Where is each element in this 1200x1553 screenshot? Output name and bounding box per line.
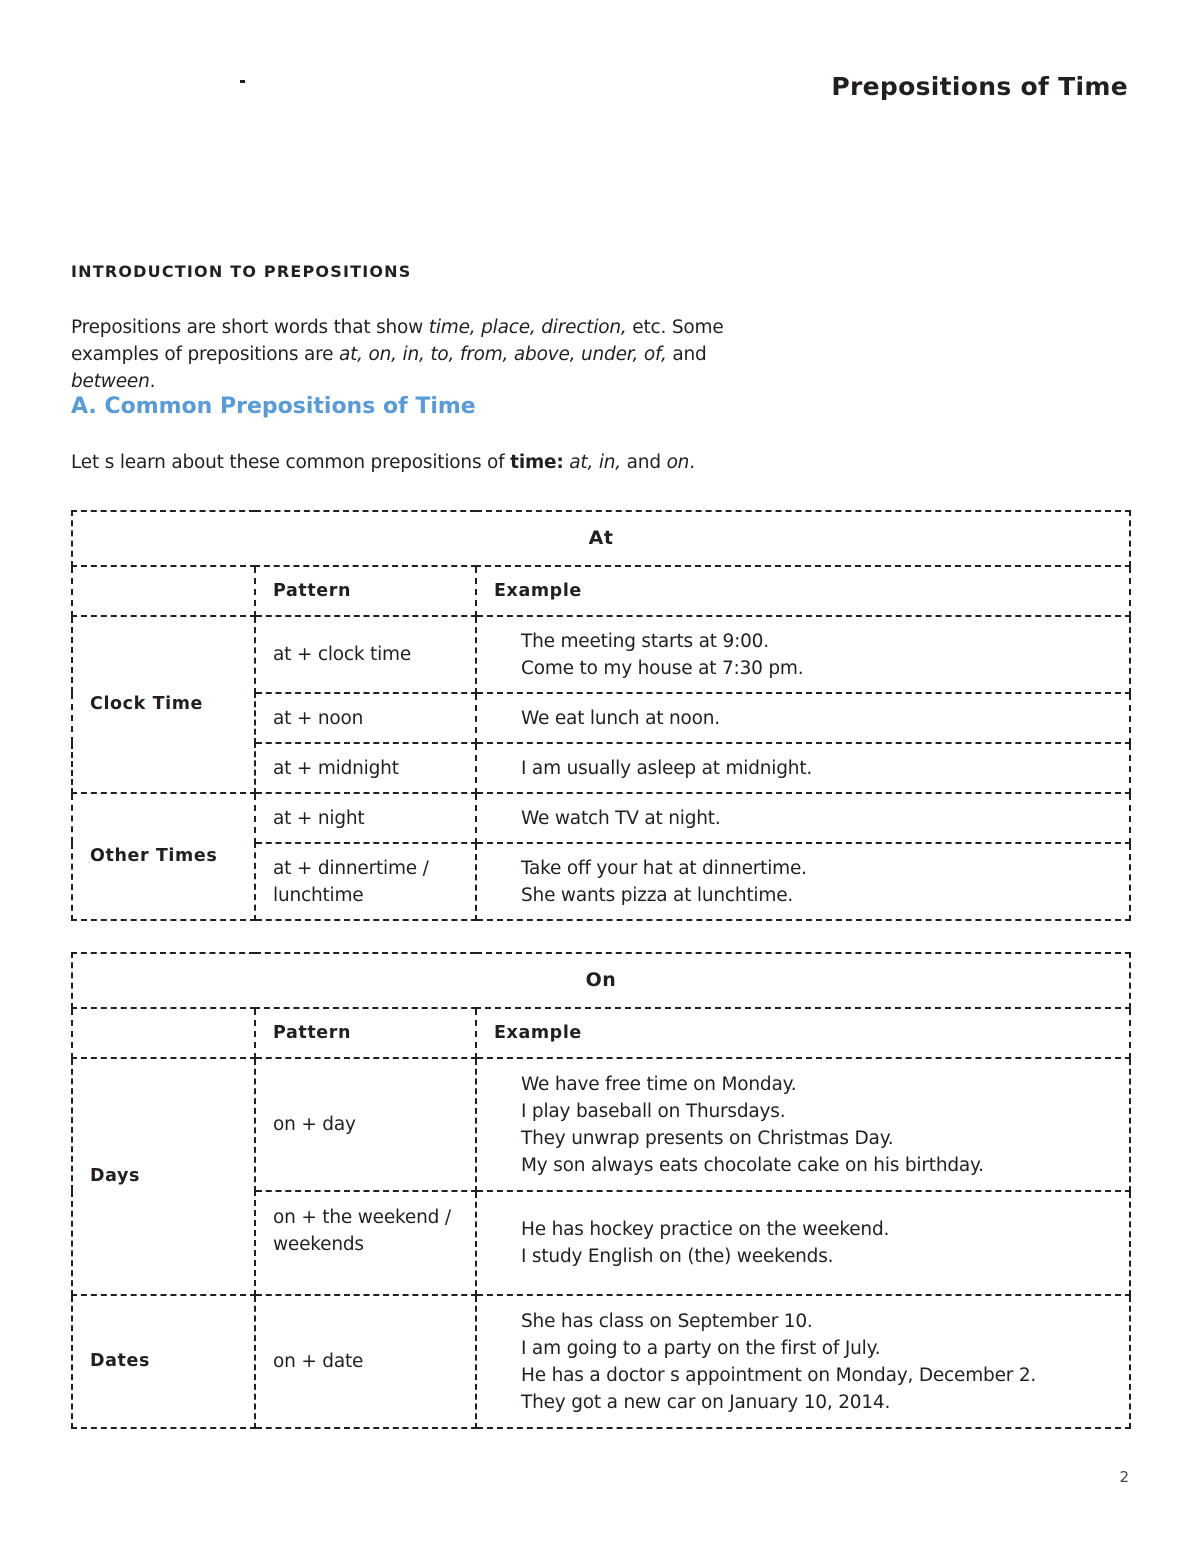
- cell-text-line: He has a doctor s appointment on Monday, December 2.: [521, 1364, 1037, 1386]
- cell-text-line: lunchtime: [273, 884, 364, 906]
- header-pattern: Pattern: [255, 1008, 476, 1058]
- cell-text-line: I study English on (the) weekends.: [521, 1246, 834, 1267]
- header-empty: [72, 1008, 255, 1058]
- header-empty: [72, 566, 255, 616]
- example-cell: [476, 793, 1130, 843]
- cell-text-line: weekends: [273, 1234, 364, 1255]
- intro-text: and: [666, 344, 707, 365]
- pattern-cell: [255, 793, 476, 843]
- page-title: Prepositions of Time: [831, 72, 1128, 101]
- cell-text-line: They unwrap presents on Christmas Day.: [521, 1127, 894, 1149]
- lead-text: Let s learn about these common prepositions of: [71, 452, 511, 473]
- table-row: [72, 1295, 1130, 1428]
- example-cell: [476, 743, 1130, 793]
- intro-text: Prepositions are short words that show: [71, 317, 429, 338]
- pattern-cell: [255, 616, 476, 693]
- category-cell: Days: [72, 1058, 255, 1295]
- page-number: 2: [1119, 1468, 1129, 1486]
- pattern-cell: [255, 1295, 476, 1428]
- lead-text: and: [620, 452, 667, 473]
- cell-text-line: He has hockey practice on the weekend.: [521, 1219, 890, 1240]
- cell-text-line: at + night: [273, 807, 365, 829]
- table-title: On: [72, 953, 1130, 1008]
- intro-italic: time, place, direction,: [428, 317, 627, 338]
- cell-text-line: They got a new car on January 10, 2014.: [521, 1391, 891, 1413]
- intro-text: examples of prepositions are: [71, 344, 339, 365]
- section-a-heading: A. Common Prepositions of Time: [71, 394, 476, 419]
- pattern-cell: [255, 743, 476, 793]
- example-cell: [476, 1058, 1130, 1191]
- cell-text-line: We eat lunch at noon.: [521, 707, 720, 729]
- table-row: [72, 616, 1130, 693]
- pattern-cell: [255, 1058, 476, 1191]
- header-pattern: Pattern: [255, 566, 476, 616]
- pattern-cell: [255, 693, 476, 743]
- cell-text-line: on + the weekend /: [273, 1207, 451, 1228]
- cell-text-line: She wants pizza at lunchtime.: [521, 884, 794, 906]
- cell-text-line: My son always eats chocolate cake on his birthday.: [521, 1154, 984, 1176]
- example-cell: [476, 843, 1130, 920]
- pattern-cell: [255, 1191, 476, 1295]
- category-cell: Dates: [72, 1295, 255, 1428]
- cell-text-line: We watch TV at night.: [521, 807, 721, 829]
- section-a-lead: [71, 452, 695, 473]
- cell-text-line: She has class on September 10.: [521, 1310, 813, 1332]
- header-example: Example: [476, 1008, 1130, 1058]
- table-title: At: [72, 511, 1130, 566]
- cell-text-line: at + midnight: [273, 757, 399, 779]
- example-cell: [476, 1191, 1130, 1295]
- cell-text-line: I play baseball on Thursdays.: [521, 1100, 786, 1122]
- example-cell: [476, 1295, 1130, 1428]
- cell-text-line: We have free time on Monday.: [521, 1073, 797, 1095]
- table-on: [71, 952, 1131, 1429]
- cell-text-line: The meeting starts at 9:00.: [521, 630, 769, 652]
- header-mark: [240, 80, 245, 83]
- header-example: Example: [476, 566, 1130, 616]
- cell-text-line: I am usually asleep at midnight.: [521, 757, 813, 779]
- intro-italic: between: [71, 371, 150, 392]
- cell-text-line: I am going to a party on the first of July.: [521, 1337, 881, 1359]
- cell-text-line: Come to my house at 7:30 pm.: [521, 657, 804, 679]
- cell-text-line: on + day: [273, 1114, 356, 1135]
- intro-italic: at, on, in, to, from, above, under, of,: [338, 344, 667, 365]
- table-row: [72, 793, 1130, 843]
- example-cell: [476, 693, 1130, 743]
- cell-text-line: at + dinnertime /: [273, 857, 429, 879]
- table-at: [71, 510, 1131, 921]
- table-row: [72, 1058, 1130, 1191]
- intro-heading: INTRODUCTION TO PREPOSITIONS: [71, 262, 412, 281]
- cell-text-line: at + noon: [273, 707, 364, 729]
- cell-text-line: Take off your hat at dinnertime.: [521, 857, 807, 879]
- lead-italic: at, in,: [569, 452, 621, 473]
- cell-text-line: on + date: [273, 1351, 364, 1372]
- intro-text: .: [149, 371, 156, 392]
- intro-paragraph: [71, 314, 791, 395]
- cell-text-line: at + clock time: [273, 644, 412, 665]
- lead-text: .: [689, 452, 695, 473]
- lead-bold: time:: [510, 452, 564, 473]
- category-cell: Other Times: [72, 793, 255, 920]
- category-cell: Clock Time: [72, 616, 255, 793]
- lead-italic: on: [666, 452, 690, 473]
- pattern-cell: [255, 843, 476, 920]
- intro-text: etc. Some: [626, 317, 724, 338]
- example-cell: [476, 616, 1130, 693]
